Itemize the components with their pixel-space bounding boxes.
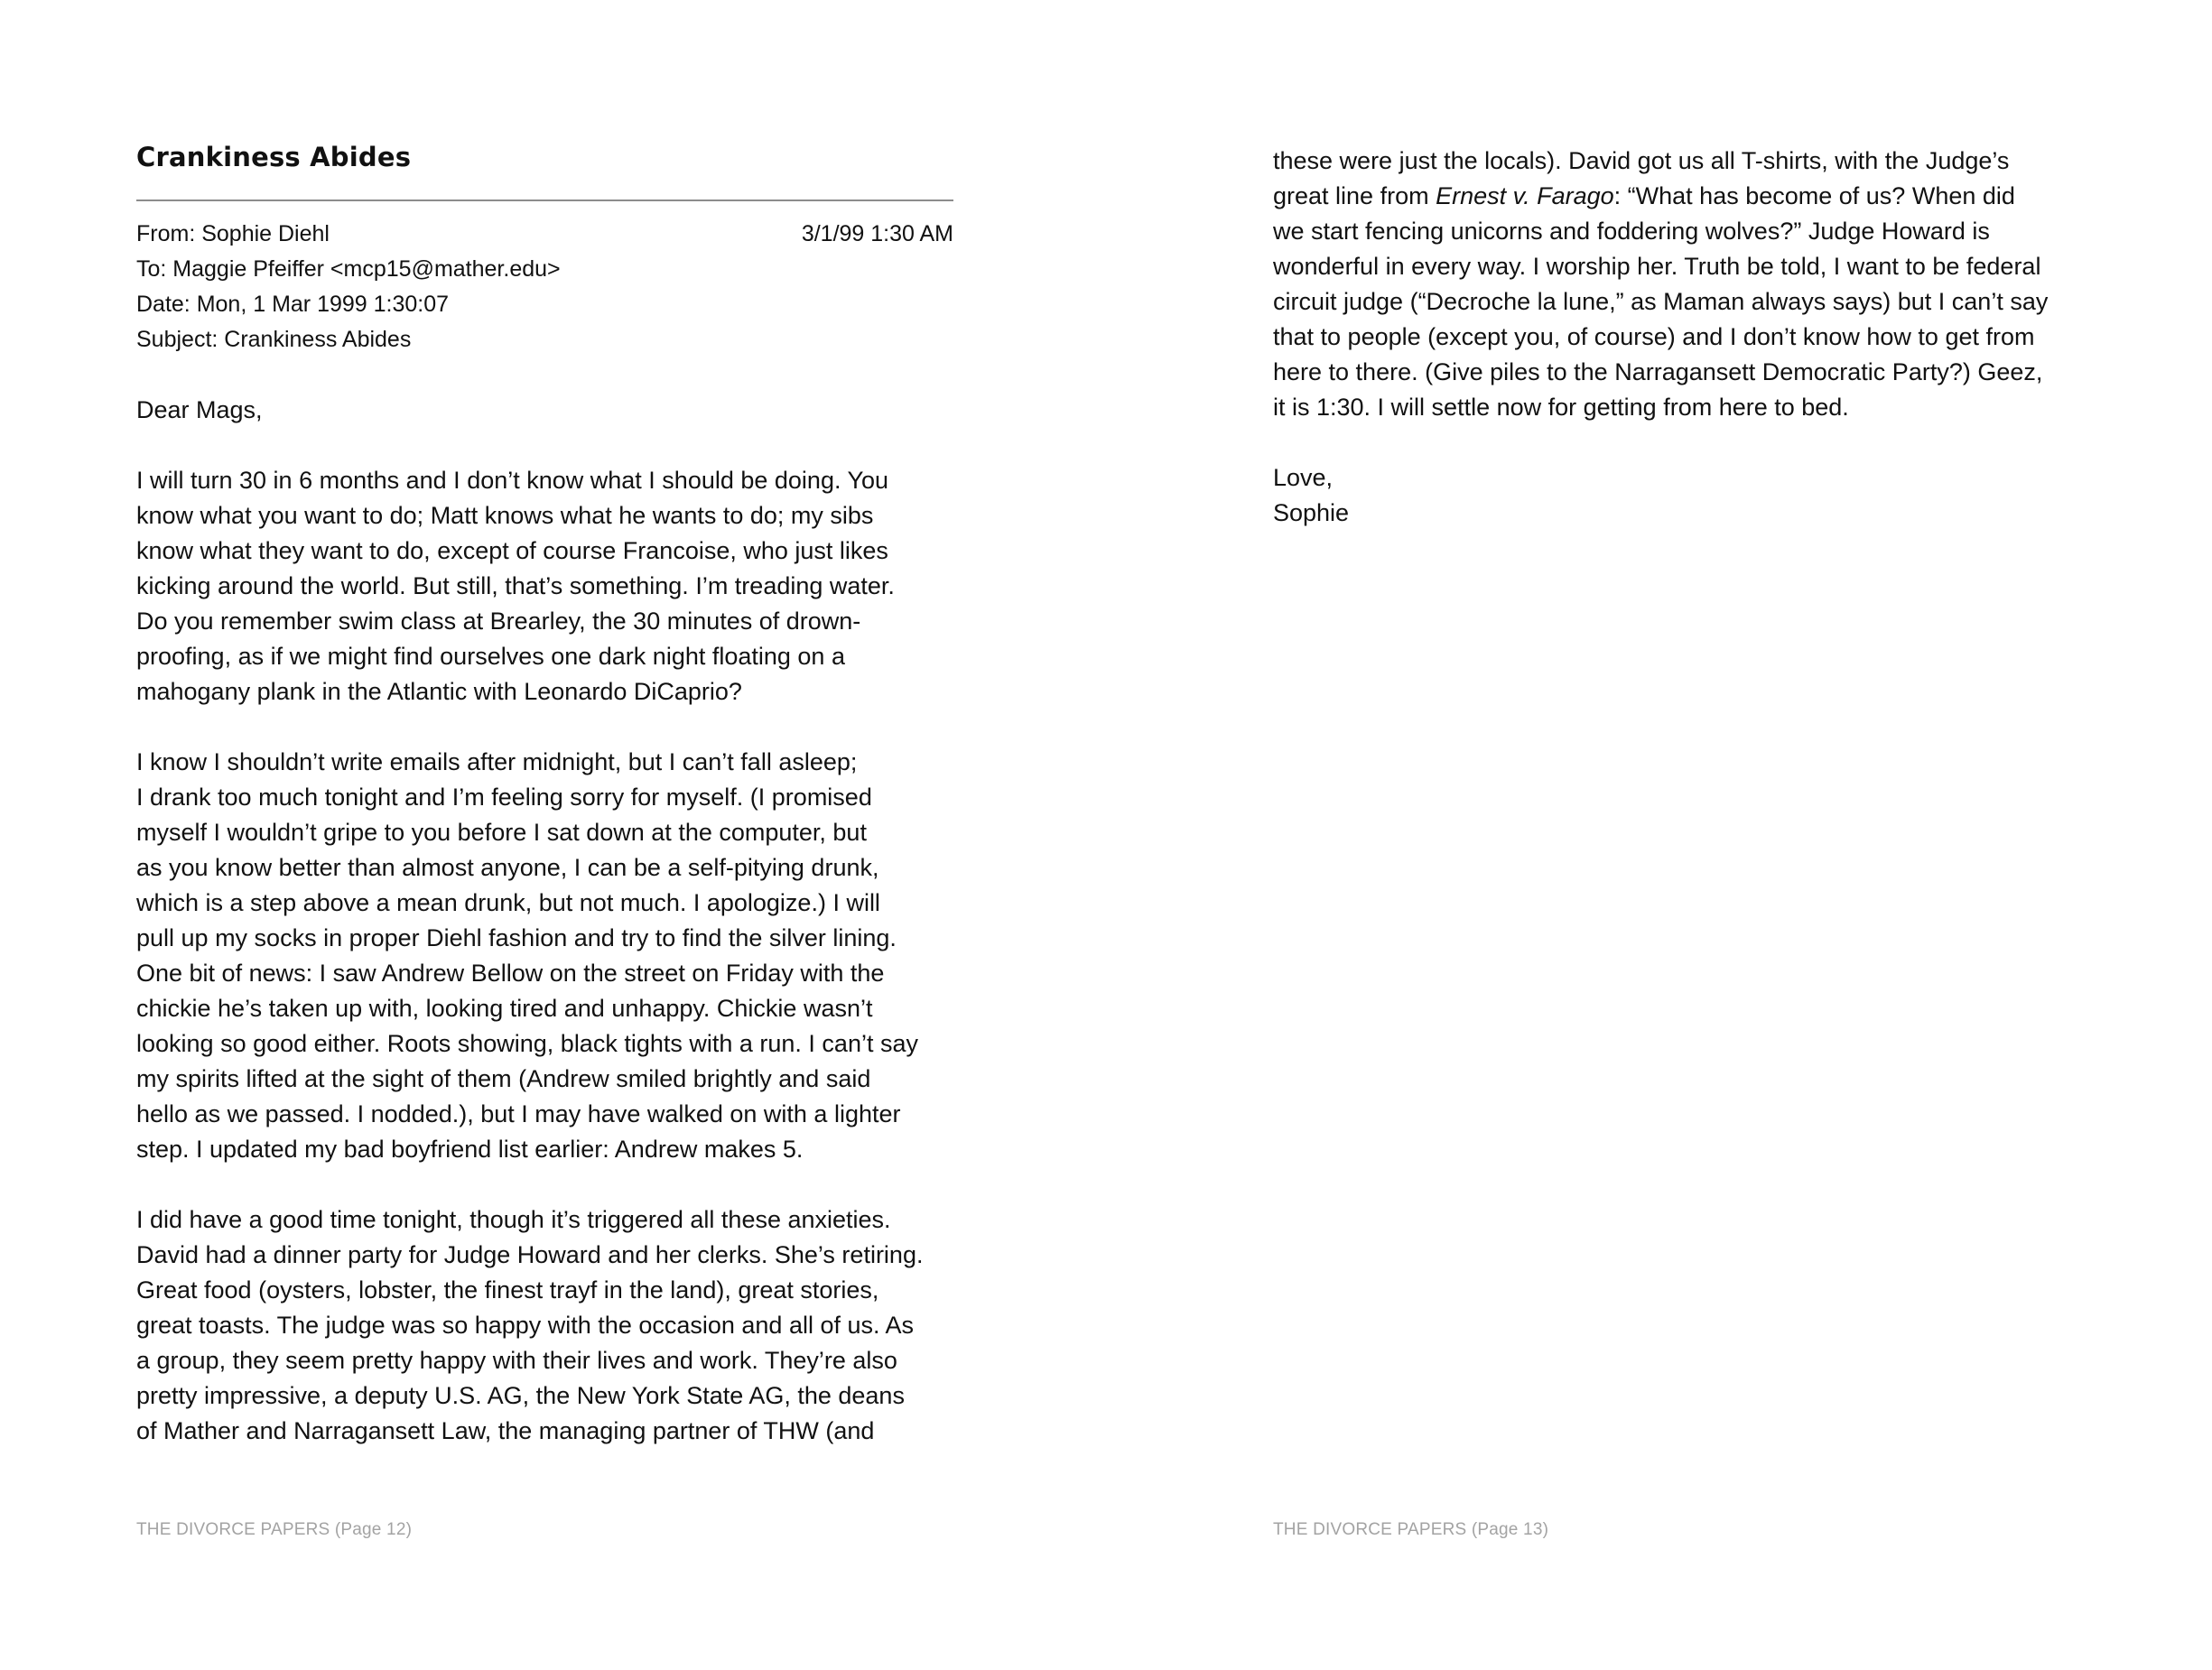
text-line: know what you want to do; Matt knows what he wants to do; my sibs xyxy=(136,502,874,529)
text-line: we start fencing unicorns and foddering wolves?” Judge Howard is xyxy=(1273,218,1990,245)
text-segment: : “What has become of us? When did xyxy=(1613,182,2015,209)
text-line: Dear Mags, xyxy=(136,396,263,423)
email-date: Date: Mon, 1 Mar 1999 1:30:07 xyxy=(136,292,450,317)
email-body xyxy=(136,393,923,1449)
email-to: To: Maggie Pfeiffer <mcp15@mather.edu> xyxy=(136,256,561,282)
email-from: From: Sophie Diehl xyxy=(136,221,330,246)
left-page xyxy=(136,0,953,1670)
text-line: chickie he’s taken up with, looking tired and unhappy. Chickie wasn’t xyxy=(136,995,873,1022)
text-line: of Mather and Narragansett Law, the managing partner of THW (and xyxy=(136,1417,875,1444)
text-line: it is 1:30. I will settle now for getting from here to bed. xyxy=(1273,394,1849,421)
text-line: proofing, as if we might find ourselves one dark night floating on a xyxy=(136,643,845,670)
closing-signature: Sophie xyxy=(1273,499,1350,526)
text-line: which is a step above a mean drunk, but not much. I apologize.) I will xyxy=(136,889,880,916)
text-line: looking so good either. Roots showing, black tights with a run. I can’t say xyxy=(136,1030,918,1057)
text-line: pretty impressive, a deputy U.S. AG, the New York State AG, the deans xyxy=(136,1382,905,1409)
body-paragraph xyxy=(136,463,923,710)
text-line: step. I updated my bad boyfriend list earlier: Andrew makes 5. xyxy=(136,1136,804,1163)
page-footer-right: THE DIVORCE PAPERS (Page 13) xyxy=(1273,1520,1549,1539)
text-line: Do you remember swim class at Brearley, the 30 minutes of drown- xyxy=(136,608,861,635)
text-line: I know I shouldn’t write emails after midnight, but I can’t fall asleep; xyxy=(136,748,858,775)
text-line: I did have a good time tonight, though it’s triggered all these anxieties. xyxy=(136,1206,891,1233)
body-paragraph xyxy=(136,745,923,1167)
text-line: kicking around the world. But still, that’s something. I’m treading water. xyxy=(136,572,895,599)
text-line: know what they want to do, except of course Francoise, who just likes xyxy=(136,537,888,564)
email-title: Crankiness Abides xyxy=(136,142,412,172)
email-sent-time: 3/1/99 1:30 AM xyxy=(801,221,953,246)
text-line: mahogany plank in the Atlantic with Leonardo DiCaprio? xyxy=(136,678,742,705)
text-line: pull up my socks in proper Diehl fashion and try to find the silver lining. xyxy=(136,924,897,951)
text-line: I drank too much tonight and I’m feeling sorry for myself. (I promised xyxy=(136,784,872,811)
text-line: great toasts. The judge was so happy with the occasion and all of us. As xyxy=(136,1312,915,1339)
text-line: my spirits lifted at the sight of them (Andrew smiled brightly and said xyxy=(136,1065,871,1092)
text-line: here to there. (Give piles to the Narragansett Democratic Party?) Geez, xyxy=(1273,358,2043,385)
text-segment: great line from xyxy=(1273,182,1436,209)
email-header xyxy=(136,217,953,357)
text-line: as you know better than almost anyone, I can be a self-pitying drunk, xyxy=(136,854,879,881)
right-page xyxy=(1273,0,2113,1670)
text-line: myself I wouldn’t gripe to you before I sat down at the computer, but xyxy=(136,819,867,846)
text-line: these were just the locals). David got us all T-shirts, with the Judge’s xyxy=(1273,147,2010,174)
text-line: circuit judge (“Decroche la lune,” as Maman always says) but I can’t say xyxy=(1273,288,2049,315)
text-line: David had a dinner party for Judge Howard and her clerks. She’s retiring. xyxy=(136,1241,924,1268)
text-line: hello as we passed. I nodded.), but I may have walked on with a lighter xyxy=(136,1100,901,1127)
closing-paragraph xyxy=(1273,460,2048,531)
text-line: that to people (except you, of course) and I don’t know how to get from xyxy=(1273,323,2035,350)
body-paragraph xyxy=(136,1202,923,1449)
text-line: a group, they seem pretty happy with their lives and work. They’re also xyxy=(136,1347,897,1374)
text-line: wonderful in every way. I worship her. Truth be told, I want to be federal xyxy=(1273,253,2041,280)
email-body-continued xyxy=(1273,144,2048,531)
page-footer-left: THE DIVORCE PAPERS (Page 12) xyxy=(136,1520,413,1539)
email-subject: Subject: Crankiness Abides xyxy=(136,327,412,352)
text-line: Great food (oysters, lobster, the finest trayf in the land), great stories, xyxy=(136,1276,879,1304)
continued-paragraph xyxy=(1273,144,2048,425)
case-name-italic: Ernest v. Farago xyxy=(1436,182,1614,209)
text-line xyxy=(1273,179,2048,214)
closing-love: Love, xyxy=(1273,464,1334,491)
text-line: I will turn 30 in 6 months and I don’t know what I should be doing. You xyxy=(136,467,889,494)
title-divider xyxy=(136,199,953,201)
text-line: One bit of news: I saw Andrew Bellow on the street on Friday with the xyxy=(136,960,885,987)
salutation xyxy=(136,393,923,428)
